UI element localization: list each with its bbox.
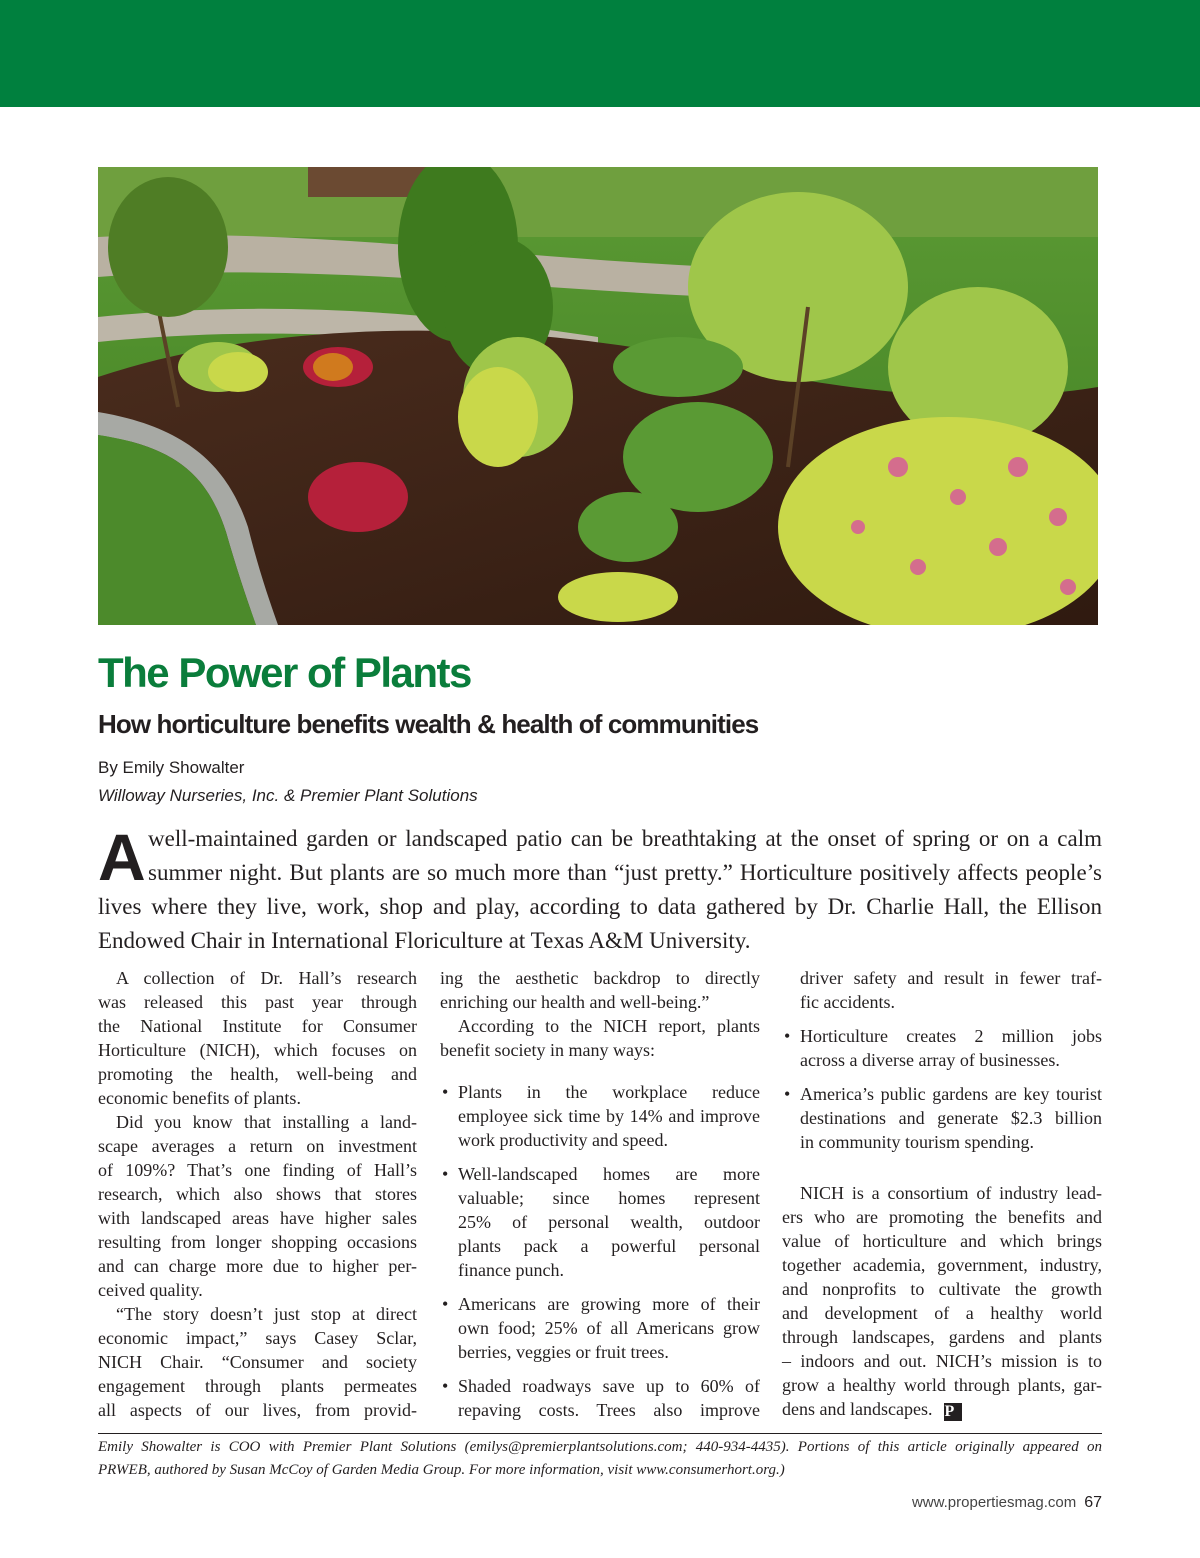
- text-line: research, which also shows that stores: [98, 1184, 417, 1204]
- text-line: enriching our health and well-being.”: [440, 992, 710, 1012]
- text-line: together academia, government, industry,: [782, 1255, 1102, 1275]
- text-line: across a diverse array of businesses.: [800, 1050, 1060, 1070]
- text-line: A collection of Dr. Hall’s research: [116, 968, 417, 988]
- text-line: Horticulture (NICH), which focuses on: [98, 1040, 417, 1060]
- text-line: – indoors and out. NICH’s mission is to: [782, 1351, 1102, 1371]
- text-line: and nonprofits to cultivate the growth: [782, 1279, 1102, 1299]
- article-title: The Power of Plants: [98, 649, 471, 696]
- body-column-2: [440, 966, 760, 1422]
- text-line: employee sick time by 14% and improve: [458, 1106, 760, 1126]
- text-line: Did you know that installing a land-: [116, 1112, 417, 1132]
- text-line: • Horticulture creates 2 million jobs: [800, 1026, 1102, 1046]
- text-line: the National Institute for Consumer: [98, 1016, 417, 1036]
- lead-line: well-maintained garden or landscaped patio can be breathtaking at the onset of spring or on a calm: [148, 826, 1102, 851]
- text-line: fic accidents.: [800, 992, 895, 1012]
- paragraph: [782, 1181, 1102, 1421]
- end-of-article-mark: P: [944, 1403, 962, 1421]
- bullet-item: [440, 1162, 760, 1282]
- paragraph: [440, 966, 760, 1014]
- text-line: valuable; since homes represent: [458, 1188, 760, 1208]
- text-line: • America’s public gardens are key tourist: [800, 1084, 1102, 1104]
- footnote-divider: [98, 1433, 1102, 1434]
- text-line: through landscapes, gardens and plants: [782, 1327, 1102, 1347]
- text-line: resulting from longer shopping occasions: [98, 1232, 417, 1252]
- footnote-line: Emily Showalter is COO with Premier Plant Solutions (emilys@premierplantsolutions.com; 440-934-4435). Portions of this article originally appeared on: [98, 1439, 1102, 1455]
- text-line: own food; 25% of all Americans grow: [458, 1318, 760, 1338]
- magazine-url: www.propertiesmag.com: [911, 1494, 1077, 1511]
- text-line: destinations and generate $2.3 billion: [800, 1108, 1102, 1128]
- text-line: work productivity and speed.: [458, 1130, 668, 1150]
- bullet-item: [440, 1292, 760, 1364]
- text-line: economic impact,” says Casey Sclar,: [98, 1328, 417, 1348]
- text-line: • Plants in the workplace reduce: [458, 1082, 760, 1102]
- text-line: ers who are promoting the benefits and: [782, 1207, 1102, 1227]
- text-line: ceived quality.: [98, 1280, 203, 1300]
- text-line: was released this past year through: [98, 992, 417, 1012]
- header-color-band: [0, 0, 1200, 107]
- text-line: and development of a healthy world: [782, 1303, 1102, 1323]
- lead-paragraph: [98, 822, 1102, 958]
- drop-cap: A: [98, 820, 146, 894]
- text-line-content: dens and landscapes.: [782, 1399, 933, 1419]
- text-line: berries, veggies or fruit trees.: [458, 1342, 669, 1362]
- text-line: NICH is a consortium of industry lead-: [800, 1183, 1102, 1203]
- text-line: with landscaped areas have higher sales: [98, 1208, 417, 1228]
- paragraph: [440, 1014, 760, 1062]
- text-line: all aspects of our lives, from provid-: [98, 1400, 417, 1420]
- bullet-item: [782, 1024, 1102, 1072]
- text-line: • Well-landscaped homes are more: [458, 1164, 760, 1184]
- text-line: repaving costs. Trees also improve: [458, 1400, 760, 1420]
- bullet-continuation: [782, 966, 1102, 1014]
- lead-line: Endowed Chair in International Floriculture at Texas A&M University.: [98, 928, 751, 953]
- text-line: in community tourism spending.: [800, 1132, 1034, 1152]
- text-line: • Shaded roadways save up to 60% of: [458, 1376, 760, 1396]
- article-subtitle: How horticulture benefits wealth & health of communities: [98, 709, 759, 739]
- text-line: and can charge more due to higher per-: [98, 1256, 417, 1276]
- body-column-1: [98, 966, 417, 1422]
- text-line: value of horticulture and which brings: [782, 1231, 1102, 1251]
- text-line: grow a healthy world through plants, gar-: [782, 1375, 1102, 1395]
- text-line: finance punch.: [458, 1260, 564, 1280]
- text-line: promoting the health, well-being and: [98, 1064, 417, 1084]
- bullet-item: [782, 1082, 1102, 1154]
- text-line: benefit society in many ways:: [440, 1040, 655, 1060]
- text-line: According to the NICH report, plants: [458, 1016, 760, 1036]
- text-line: “The story doesn’t just stop at direct: [116, 1304, 417, 1324]
- bullet-item: [440, 1080, 760, 1152]
- author-footnote: [98, 1436, 1102, 1482]
- text-line: NICH Chair. “Consumer and society: [98, 1352, 417, 1372]
- text-line: plants pack a powerful personal: [458, 1236, 760, 1256]
- article-byline: By Emily Showalter: [98, 758, 245, 777]
- text-line: ing the aesthetic backdrop to directly: [440, 968, 760, 988]
- paragraph: [98, 1302, 417, 1422]
- garden-landscape-illustration: [98, 167, 1098, 625]
- footnote-line: PRWEB, authored by Susan McCoy of Garden Media Group. For more information, visit www.consumerhort.org.): [98, 1462, 785, 1478]
- author-affiliation: Willoway Nurseries, Inc. & Premier Plant Solutions: [98, 786, 478, 805]
- text-line: economic benefits of plants.: [98, 1088, 301, 1108]
- hero-garden-photo: [98, 167, 1098, 625]
- paragraph: [98, 966, 417, 1110]
- text-line: engagement through plants permeates: [98, 1376, 417, 1396]
- text-line: • Americans are growing more of their: [458, 1294, 760, 1314]
- text-line: of 109%? That’s one finding of Hall’s: [98, 1160, 417, 1180]
- body-column-3: [782, 966, 1102, 1421]
- text-line: driver safety and result in fewer traf-: [800, 968, 1102, 988]
- text-line: [782, 1397, 1102, 1421]
- bullet-item: [440, 1374, 760, 1422]
- paragraph: [98, 1110, 417, 1302]
- page-footer: [912, 1494, 1102, 1512]
- lead-line: summer night. But plants are so much more than “just pretty.” Horticulture positively affects people’s: [148, 860, 1102, 885]
- text-line: 25% of personal wealth, outdoor: [458, 1212, 760, 1232]
- text-line: scape averages a return on investment: [98, 1136, 417, 1156]
- page-number: 67: [1084, 1494, 1102, 1511]
- lead-line: lives where they live, work, shop and play, according to data gathered by Dr. Charlie Hall, the Ellison: [98, 894, 1102, 919]
